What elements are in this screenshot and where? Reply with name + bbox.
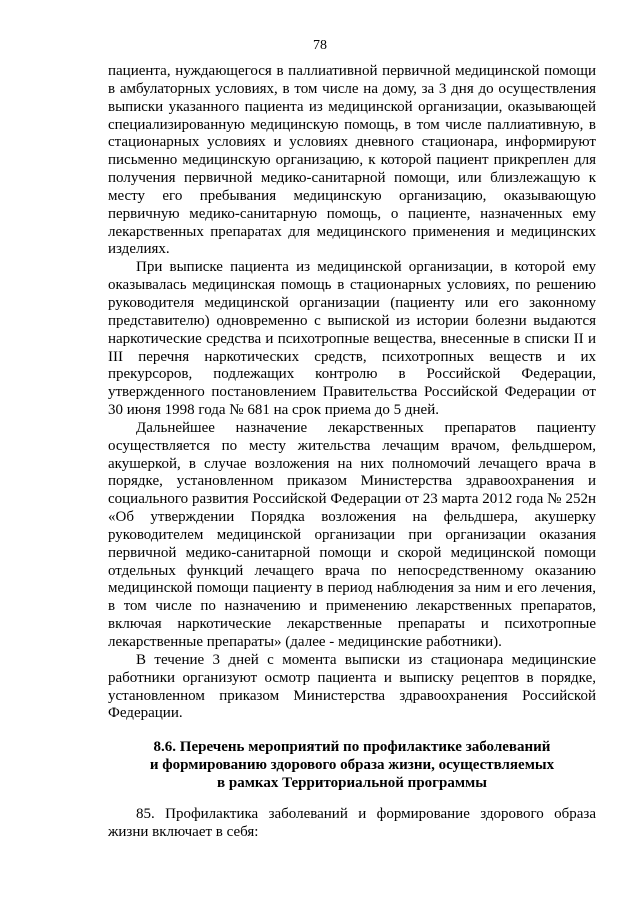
item-85-block (108, 806, 596, 842)
section-heading-line-3: в рамках Территориальной программы (217, 775, 487, 791)
body-text (108, 63, 596, 723)
page-number: 78 (313, 38, 327, 53)
paragraph-item-85: 85. Профилактика заболеваний и формирование здорового образа жизни включает в себя: (108, 806, 596, 840)
section-heading-line-1: 8.6. Перечень мероприятий по профилактике заболеваний (153, 739, 551, 755)
paragraph-three-days: В течение 3 дней с момента выписки из стационара медицинские работники организуют осмотр пациента и выписку рецептов в порядке, установленном приказом Министерства здравоохранения Российской Федерации. (108, 651, 596, 722)
paragraph-continuation: пациента, нуждающегося в паллиативной первичной медицинской помощи в амбулаторных условиях, в том числе на дому, за 3 дня до осуществления выписки указанного пациента из медицинской организации, оказывающей специализированную медицинскую помощь, в том числе паллиативную, в стационарных условиях и условиях дневного стационара, информируют письменно медицинскую организацию, к которой пациент прикреплен для получения первичной медико-санитарной помощи, или близлежащую к месту его пребывания медицинскую организацию, оказывающую первичную медико-санитарную помощь, о пациенте, назначенных ему лекарственных препаратах для медицинского применения и медицинских изделиях. (108, 63, 596, 258)
paragraph-discharge-narcotics: При выписке пациента из медицинской организации, в которой ему оказывалась медицинская помощь в стационарных условиях, по решению руководителя медицинской организации (пациенту или его законному представителю) одновременно с выпиской из истории болезни выдаются наркотические средства и психотропные вещества, внесенные в списки II и III перечня наркотических средств, психотропных веществ и их прекурсоров, подлежащих контролю в Российской Федерации, утвержденного постановлением Правительства Российской Федерации от 30 июня 1998 года № 681 на срок приема до 5 дней. (108, 259, 596, 419)
section-heading-line-2: и формированию здорового образа жизни, осуществляемых (149, 757, 555, 773)
paragraph-further-prescription: Дальнейшее назначение лекарственных препаратов пациенту осуществляется по месту жительства лечащим врачом, фельдшером, акушеркой, в случае возложения на них полномочий лечащего врача в порядке, установленном приказом Министерства здравоохранения и социального развития Российской Федерации от 23 марта 2012 года № 252н «Об утверждении Порядка возложения на фельдшера, акушерку руководителем медицинской организации при организации оказания первичной медико-санитарной помощи и скорой медицинской помощи отдельных функций лечащего врача по непосредственному оказанию медицинской помощи пациенту в период наблюдения за ним и его лечения, в том числе по назначению и применению лекарственных препаратов, включая наркотические лекарственные препараты и психотропные лекарственные препараты» (далее - медицинские работники). (108, 419, 596, 650)
section-heading (108, 738, 596, 792)
